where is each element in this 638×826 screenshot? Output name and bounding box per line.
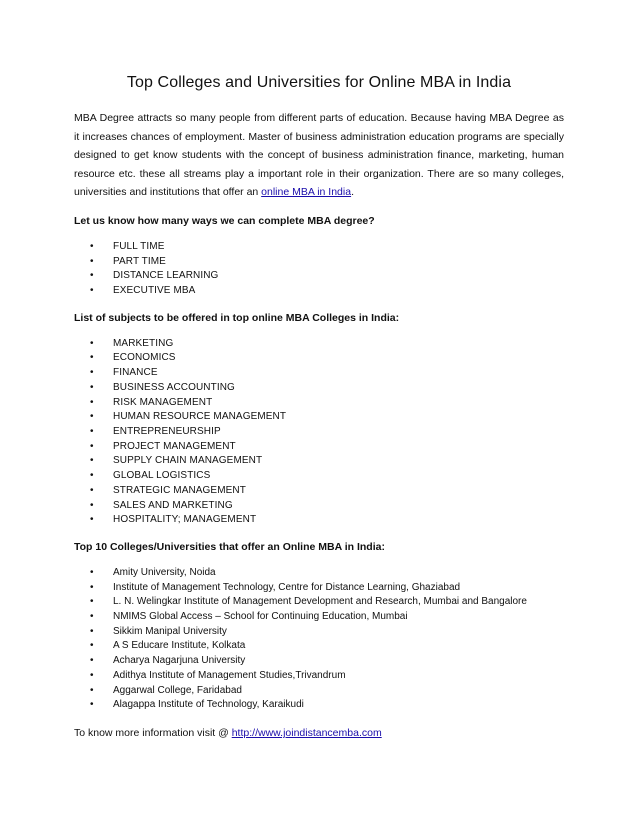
bullet-icon: •: [90, 581, 94, 593]
list-item: [74, 396, 564, 411]
bullet-icon: •: [90, 367, 94, 379]
bullet-icon: •: [90, 484, 94, 496]
bullet-icon: •: [90, 655, 94, 667]
bullet-icon: •: [90, 566, 94, 578]
bullet-icon: •: [90, 381, 94, 393]
ways-heading: Let us know how many ways we can complete MBA degree?: [74, 214, 375, 227]
list-item: [74, 639, 564, 654]
bullet-icon: •: [90, 699, 94, 711]
ways-list: [74, 240, 564, 299]
list-item-text: BUSINESS ACCOUNTING: [113, 381, 235, 393]
list-item-text: GLOBAL LOGISTICS: [113, 470, 211, 482]
list-item-text: ECONOMICS: [113, 352, 176, 364]
list-item-text: Amity University, Noida: [113, 566, 216, 578]
footer-line: [74, 726, 564, 740]
list-item: [74, 366, 564, 381]
colleges-heading: Top 10 Colleges/Universities that offer an Online MBA in India:: [74, 540, 385, 553]
list-item: [74, 499, 564, 514]
bullet-icon: •: [90, 640, 94, 652]
list-item-text: SALES AND MARKETING: [113, 499, 233, 511]
bullet-icon: •: [90, 669, 94, 681]
list-item: [74, 440, 564, 455]
bullet-icon: •: [90, 596, 94, 608]
list-item: [74, 410, 564, 425]
website-link[interactable]: http://www.joindistancemba.com: [231, 726, 382, 739]
list-item-text: Institute of Management Technology, Centre for Distance Learning, Ghaziabad: [113, 581, 461, 593]
subjects-list: [74, 337, 564, 528]
bullet-icon: •: [90, 684, 94, 696]
list-item: [74, 240, 564, 255]
bullet-icon: •: [90, 625, 94, 637]
list-item-text: EXECUTIVE MBA: [113, 285, 196, 297]
list-item-text: Alagappa Institute of Technology, Karaikudi: [113, 699, 304, 711]
list-item: [74, 513, 564, 528]
list-item-text: FINANCE: [113, 367, 158, 379]
bullet-icon: •: [90, 285, 94, 297]
list-item-text: PROJECT MANAGEMENT: [113, 440, 236, 452]
bullet-icon: •: [90, 396, 94, 408]
bullet-icon: •: [90, 470, 94, 482]
list-item-text: Acharya Nagarjuna University: [113, 655, 246, 667]
list-item-text: RISK MANAGEMENT: [113, 396, 213, 408]
list-item: [74, 698, 564, 713]
online-mba-link[interactable]: online MBA in India: [261, 186, 352, 199]
bullet-icon: •: [90, 455, 94, 467]
list-item-text: FULL TIME: [113, 240, 165, 252]
bullet-icon: •: [90, 255, 94, 267]
subjects-heading: List of subjects to be offered in top online MBA Colleges in India:: [74, 311, 400, 324]
bullet-icon: •: [90, 611, 94, 623]
bullet-icon: •: [90, 499, 94, 511]
list-item: [74, 566, 564, 581]
list-item: [74, 654, 564, 669]
list-item-text: A S Educare Institute, Kolkata: [113, 640, 246, 652]
list-item: [74, 284, 564, 299]
list-item: [74, 255, 564, 270]
list-item-text: MARKETING: [113, 337, 174, 349]
list-item: [74, 625, 564, 640]
intro-end: .: [351, 186, 354, 199]
list-item-text: STRATEGIC MANAGEMENT: [113, 484, 246, 496]
list-item: [74, 469, 564, 484]
list-item: [74, 381, 564, 396]
page-title: Top Colleges and Universities for Online MBA in India: [126, 74, 512, 91]
bullet-icon: •: [90, 514, 94, 526]
list-item-text: NMIMS Global Access – School for Continuing Education, Mumbai: [113, 611, 408, 623]
list-item: [74, 425, 564, 440]
list-item: [74, 351, 564, 366]
list-item: [74, 595, 564, 610]
list-item: [74, 581, 564, 596]
list-item-text: L. N. Welingkar Institute of Management Development and Research, Mumbai and Bangalore: [113, 596, 527, 608]
list-item-text: ENTREPRENEURSHIP: [113, 426, 221, 437]
list-item-text: Adithya Institute of Management Studies,Trivandrum: [113, 669, 346, 681]
list-item-text: Sikkim Manipal University: [113, 625, 227, 637]
list-item-text: DISTANCE LEARNING: [113, 270, 219, 282]
bullet-icon: •: [90, 352, 94, 364]
bullet-icon: •: [90, 337, 94, 349]
list-item: [74, 484, 564, 499]
intro-paragraph: [74, 109, 564, 202]
list-item-text: HOSPITALITY; MANAGEMENT: [113, 514, 257, 526]
list-item-text: Aggarwal College, Faridabad: [113, 684, 242, 696]
list-item: [74, 684, 564, 699]
footer-text: To know more information visit @: [74, 726, 232, 739]
bullet-icon: •: [90, 240, 94, 252]
colleges-list: [74, 566, 564, 713]
bullet-icon: •: [90, 426, 94, 437]
bullet-icon: •: [90, 411, 94, 423]
list-item-text: HUMAN RESOURCE MANAGEMENT: [113, 411, 287, 423]
list-item-text: SUPPLY CHAIN MANAGEMENT: [113, 455, 263, 467]
list-item-text: PART TIME: [113, 255, 166, 267]
list-item: [74, 454, 564, 469]
list-item: [74, 610, 564, 625]
bullet-icon: •: [90, 440, 94, 452]
intro-text: MBA Degree attracts so many people from different parts of education. Because having MBA Degree as it increases chances of employment. Master of business administration education programs are specially designed to get know students with the concept of business administration finance, marketing, human resource etc. these all streams play a important role in their organization. There are so many colleges, universities and institutions that offer an: [74, 112, 564, 199]
list-item: [74, 669, 564, 684]
bullet-icon: •: [90, 270, 94, 282]
list-item: [74, 337, 564, 352]
list-item: [74, 269, 564, 284]
